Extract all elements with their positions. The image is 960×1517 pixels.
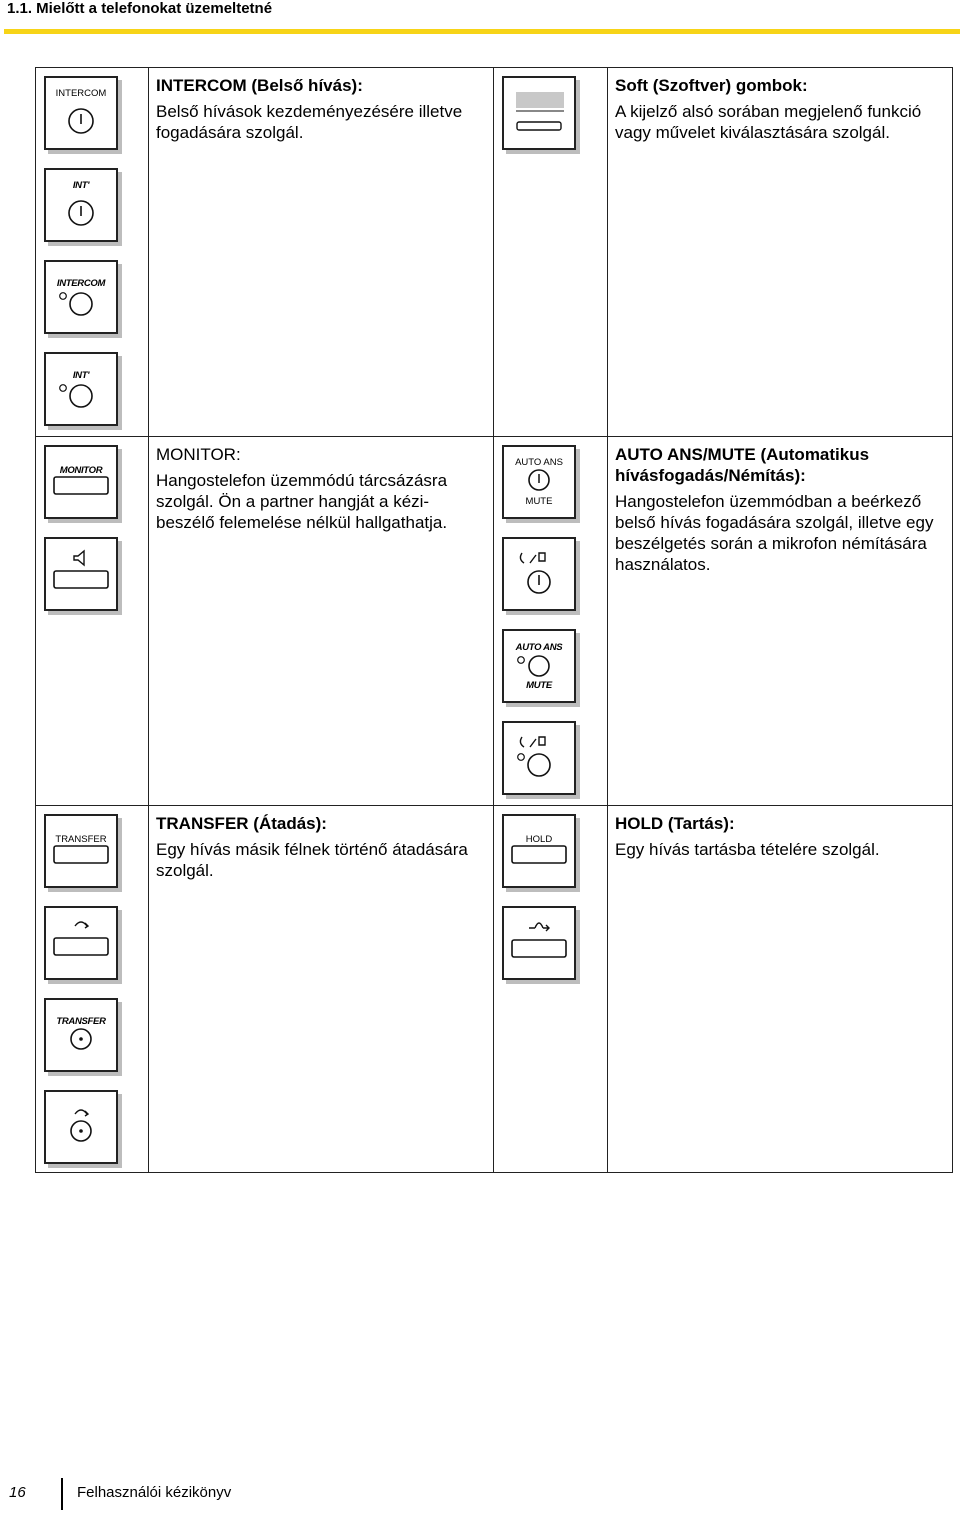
table-row	[36, 437, 953, 806]
key-illustration	[502, 537, 576, 611]
key-drawing	[46, 1000, 116, 1070]
key-drawing	[504, 908, 574, 978]
function-description: Hangostelefon üzemmódú tárcsázásra szolgál. Ön a partner hangját a kézi-beszélő felemelése nélkül hallgathatja.	[156, 471, 448, 532]
function-description: Egy hívás másik félnek történő átadására szolgál.	[156, 840, 468, 880]
key-drawing	[504, 816, 574, 886]
key-drawing	[46, 354, 116, 424]
key-illustration	[44, 168, 118, 242]
key-drawing	[504, 723, 574, 793]
key-label: AUTO ANS	[515, 642, 563, 653]
function-title: TRANSFER (Átadás):	[156, 814, 327, 833]
page-number: 16	[9, 1484, 26, 1501]
icon-cell	[494, 68, 608, 437]
key-illustration	[502, 814, 576, 888]
key-illustration	[44, 1090, 118, 1164]
function-title: INTERCOM (Belső hívás):	[156, 76, 363, 95]
icon-cell	[36, 437, 149, 806]
function-description: Egy hívás tartásba tételére szolgál.	[615, 840, 880, 859]
icon-cell	[494, 437, 608, 806]
icon-cell	[36, 806, 149, 1173]
footer-divider	[61, 1478, 63, 1510]
key-label: MUTE	[526, 680, 552, 691]
key-illustration	[44, 260, 118, 334]
table-row	[36, 806, 953, 1173]
page-header	[0, 0, 960, 34]
key-drawing	[504, 78, 574, 148]
transfer-icon	[75, 1110, 88, 1116]
key-label: INT'	[72, 180, 90, 191]
manual-title: Felhasználói kézikönyv	[77, 1484, 232, 1501]
key-drawing	[46, 262, 116, 332]
key-label: TRANSFER	[55, 834, 107, 845]
description-cell	[149, 68, 494, 437]
key-label: MONITOR	[59, 465, 103, 476]
key-label: INTERCOM	[56, 278, 106, 289]
key-illustration	[502, 906, 576, 980]
key-illustration	[44, 445, 118, 519]
key-drawing	[504, 539, 574, 609]
key-illustration	[44, 906, 118, 980]
function-description: A kijelző alsó sorában megjelenő funkció vagy művelet kiválasztására szolgál.	[615, 102, 922, 142]
function-title: AUTO ANS/MUTE (Automatikus hívásfogadás/Némítás):	[615, 445, 870, 485]
key-drawing	[46, 908, 116, 978]
function-description: Hangostelefon üzemmódban a beérkező belső hívás fogadására szolgál, illetve egy beszélgetés során a mikrofon némítására használatos.	[615, 492, 934, 574]
key-drawing	[46, 816, 116, 886]
description-cell	[149, 806, 494, 1173]
function-title: HOLD (Tartás):	[615, 814, 735, 833]
description-cell	[149, 437, 494, 806]
key-illustration	[502, 76, 576, 150]
key-illustration	[44, 537, 118, 611]
key-label: TRANSFER	[56, 1016, 106, 1027]
icon-cell	[36, 68, 149, 437]
description-cell	[608, 68, 953, 437]
key-drawing	[46, 447, 116, 517]
key-illustration	[44, 814, 118, 888]
hold-icon	[529, 923, 549, 931]
key-illustration	[502, 445, 576, 519]
key-label: INTERCOM	[55, 88, 107, 99]
section-title: 1.1. Mielőtt a telefonokat üzemeltetné	[7, 0, 273, 17]
key-illustration	[44, 352, 118, 426]
key-label: AUTO ANS	[515, 457, 563, 468]
function-description: Belső hívások kezdeményezésére illetve fogadására szolgál.	[156, 102, 463, 142]
key-illustration	[44, 76, 118, 150]
key-illustration	[502, 629, 576, 703]
key-drawing	[46, 1092, 116, 1162]
description-cell	[608, 437, 953, 806]
header-rule	[4, 29, 960, 34]
icon-cell	[494, 806, 608, 1173]
function-title: Soft (Szoftver) gombok:	[615, 76, 808, 95]
table-row	[36, 68, 953, 437]
key-illustration	[44, 998, 118, 1072]
mute-icon	[520, 553, 545, 563]
transfer-icon	[75, 922, 88, 928]
key-label: MUTE	[525, 496, 553, 507]
function-title: MONITOR:	[156, 445, 241, 464]
mute-icon	[520, 737, 545, 747]
key-drawing	[46, 539, 116, 609]
key-label: INT'	[72, 370, 90, 381]
button-reference-table	[35, 67, 953, 1173]
description-cell	[608, 806, 953, 1173]
key-label: HOLD	[525, 834, 553, 845]
speaker-icon	[74, 551, 84, 565]
key-illustration	[502, 721, 576, 795]
